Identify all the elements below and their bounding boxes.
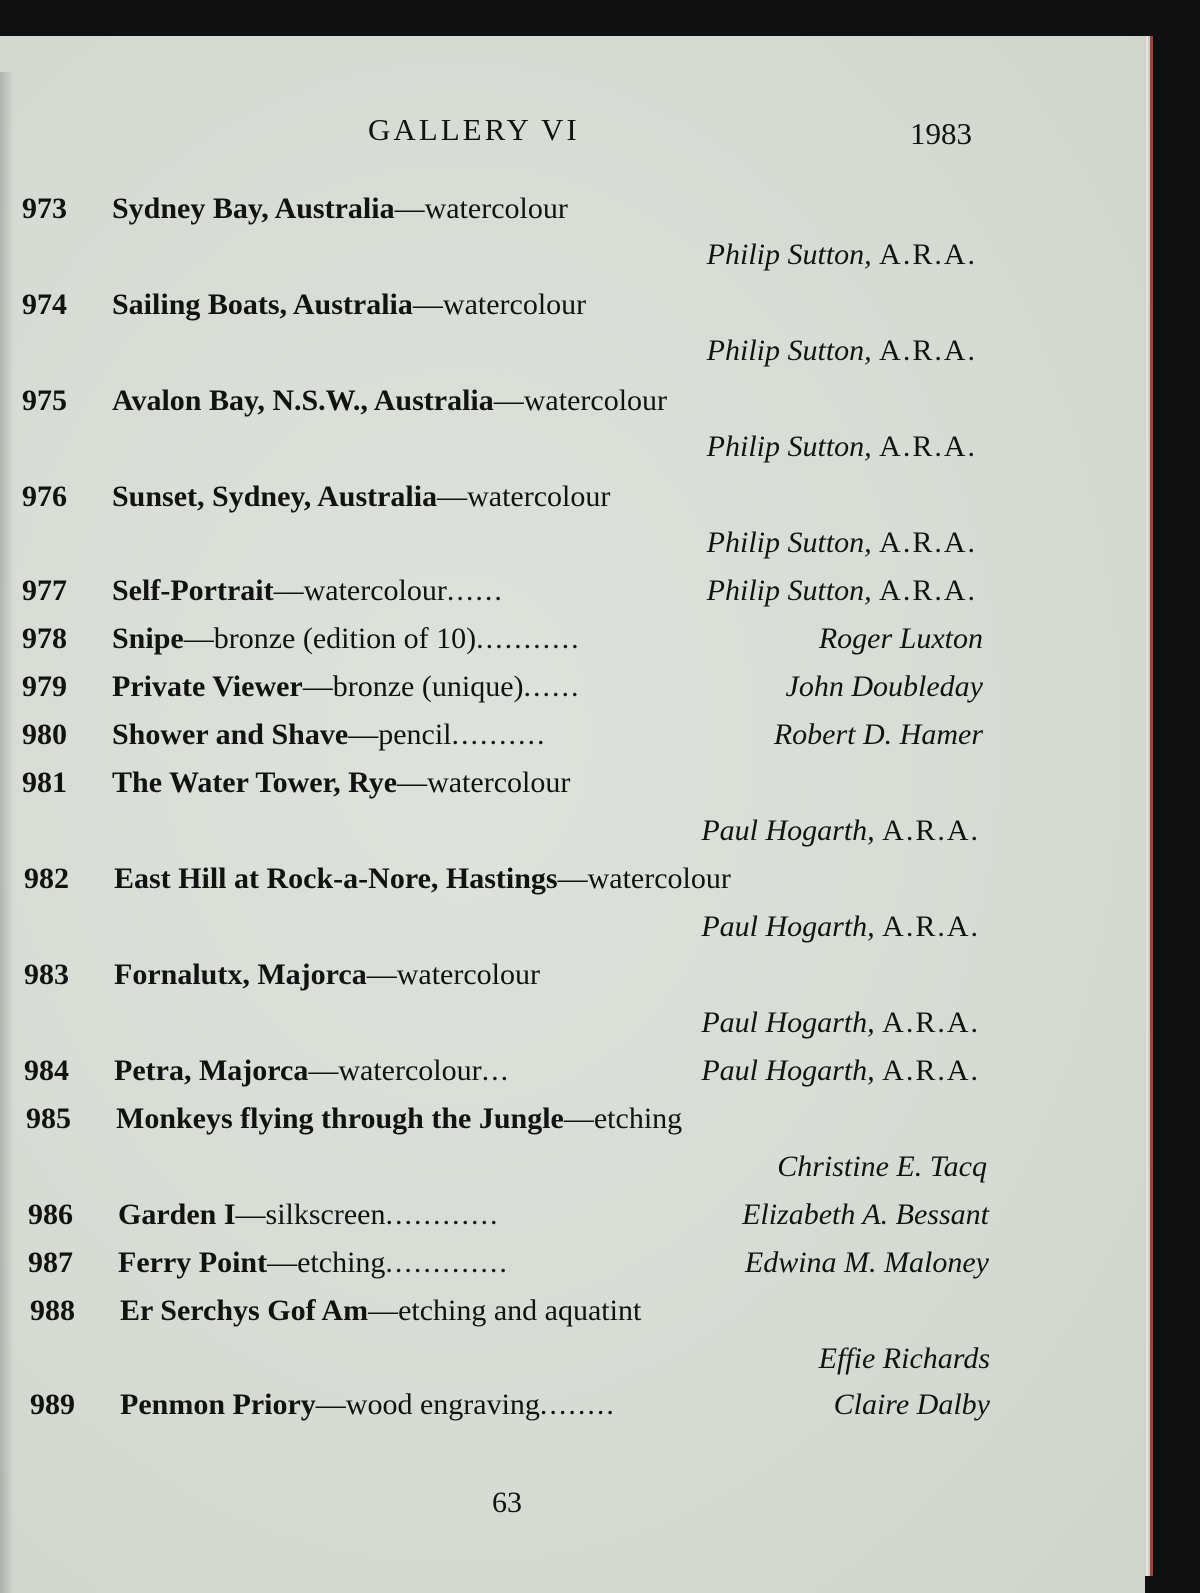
entry-honour: A.R.A. [882, 1054, 980, 1087]
catalogue-page [0, 36, 1145, 1593]
entry-artist: Paul Hogarth, [701, 814, 875, 847]
entry-artist: John Doubleday [785, 670, 983, 703]
entry-artist-line [701, 904, 980, 950]
entry-medium: —watercolour [412, 288, 587, 321]
entry-description [114, 1048, 510, 1094]
entry-title: The Water Tower, Rye [112, 766, 398, 799]
entry-medium: —watercolour [493, 384, 668, 417]
gallery-title: GALLERY VI [368, 112, 580, 147]
entry-number: 981 [22, 766, 67, 799]
entry-description [112, 378, 667, 424]
entry-medium: —bronze (unique) [302, 670, 524, 703]
entry-artist: Philip Sutton, [706, 334, 872, 367]
entry-honour: A.R.A. [879, 526, 977, 559]
entry-honour: A.R.A. [879, 334, 977, 367]
entry-medium: —watercolour [273, 574, 447, 607]
dot-leader: ........ [539, 1388, 616, 1421]
entry-title: Snipe [112, 622, 184, 655]
entry-description [112, 712, 547, 758]
entry-title: Shower and Shave [112, 718, 349, 751]
entry-medium: —etching [563, 1102, 683, 1135]
entry-artist-line [707, 568, 977, 614]
entry-artist: Claire Dalby [833, 1388, 990, 1421]
entry-artist: Elizabeth A. Bessant [742, 1198, 989, 1231]
page-number: 63 [492, 1486, 522, 1519]
entry-artist: Philip Sutton, [706, 574, 872, 607]
entry-description [118, 1240, 509, 1286]
entry-title: Fornalutx, Majorca [114, 958, 367, 991]
entry-medium: —etching and aquatint [368, 1294, 642, 1327]
entry-title: Private Viewer [112, 670, 303, 703]
entry-artist: Paul Hogarth, [701, 1054, 875, 1087]
entry-artist-line [774, 712, 983, 758]
entry-description [118, 1192, 499, 1238]
dot-leader: ........... [476, 622, 581, 655]
dot-leader: ...... [446, 574, 504, 607]
entry-title: Monkeys flying through the Jungle [116, 1102, 564, 1135]
entry-number: 979 [22, 670, 67, 703]
entry-honour: A.R.A. [879, 430, 977, 463]
entry-description [112, 474, 610, 520]
entry-number: 974 [22, 288, 67, 321]
catalogue-entry [30, 1288, 1010, 1334]
entry-artist: Paul Hogarth, [701, 910, 875, 943]
entry-medium: —wood engraving [315, 1388, 540, 1421]
entry-number: 988 [30, 1294, 75, 1327]
entry-title: Avalon Bay, N.S.W., Australia [112, 384, 494, 417]
entry-medium: —watercolour [397, 766, 571, 799]
entry-artist-line [707, 328, 977, 374]
entry-artist-line [701, 1000, 980, 1046]
entry-artist: Philip Sutton, [706, 430, 872, 463]
entry-description [112, 616, 581, 662]
entry-number: 980 [22, 718, 67, 751]
entry-honour: A.R.A. [882, 1006, 980, 1039]
catalogue-entry [22, 282, 1002, 328]
entry-artist-line [707, 232, 977, 278]
dot-leader: ... [481, 1054, 511, 1087]
entry-artist: Christine E. Tacq [777, 1150, 987, 1183]
dot-leader: ............. [385, 1246, 509, 1279]
catalogue-entry [22, 378, 1002, 424]
running-header [0, 112, 1000, 152]
entry-description [112, 760, 570, 806]
entry-artist: Philip Sutton, [706, 526, 872, 559]
entry-medium: —watercolour [394, 192, 568, 225]
entry-description [120, 1382, 616, 1428]
entry-artist-line [707, 520, 977, 566]
catalogue-entry [24, 952, 1004, 998]
entry-title: East Hill at Rock-a-Nore, Hastings [114, 862, 558, 895]
entry-description [112, 282, 586, 328]
entry-honour: A.R.A. [879, 574, 977, 607]
entry-number: 983 [24, 958, 69, 991]
entry-honour: A.R.A. [882, 910, 980, 943]
catalogue-entry [24, 856, 1004, 902]
entry-title: Penmon Priory [120, 1388, 316, 1421]
catalogue-year: 1983 [910, 116, 972, 151]
dot-leader: ............ [385, 1198, 500, 1231]
entry-description [112, 568, 504, 614]
entry-medium: —watercolour [557, 862, 731, 895]
entry-title: Sunset, Sydney, Australia [112, 480, 438, 513]
catalogue-entry [22, 474, 1002, 520]
entry-honour: A.R.A. [882, 814, 980, 847]
entry-artist-line [742, 1192, 989, 1238]
catalogue-entry [22, 186, 1002, 232]
dot-leader: .......... [451, 718, 547, 751]
entry-medium: —bronze (edition of 10) [183, 622, 477, 655]
entry-number: 978 [22, 622, 67, 655]
entry-description [114, 856, 731, 902]
entry-title: Petra, Majorca [114, 1054, 309, 1087]
entry-number: 973 [22, 192, 67, 225]
entry-artist: Robert D. Hamer [773, 718, 983, 751]
entry-artist: Paul Hogarth, [701, 1006, 875, 1039]
entry-title: Er Serchys Gof Am [120, 1294, 369, 1327]
entry-medium: —watercolour [366, 958, 540, 991]
entry-description [112, 664, 581, 710]
entry-artist-line [819, 1336, 990, 1382]
catalogue-entry [26, 1096, 1006, 1142]
entry-number: 986 [28, 1198, 73, 1231]
entry-number: 989 [30, 1388, 75, 1421]
entry-title: Sydney Bay, Australia [112, 192, 395, 225]
entry-medium: —pencil [348, 718, 452, 751]
entry-medium: —watercolour [308, 1054, 482, 1087]
entry-artist-line [707, 424, 977, 470]
entry-number: 985 [26, 1102, 71, 1135]
entry-number: 984 [24, 1054, 69, 1087]
entry-artist: Edwina M. Maloney [744, 1246, 989, 1279]
entry-title: Self-Portrait [112, 574, 274, 607]
entry-artist: Philip Sutton, [706, 238, 872, 271]
entry-description [116, 1096, 682, 1142]
entry-title: Sailing Boats, Australia [112, 288, 413, 321]
entry-artist-line [701, 808, 980, 854]
dot-leader: ...... [523, 670, 581, 703]
entry-medium: —etching [267, 1246, 386, 1279]
spine-shadow [0, 72, 14, 1593]
entry-number: 975 [22, 384, 67, 417]
entry-artist: Effie Richards [818, 1342, 990, 1375]
entry-number: 976 [22, 480, 67, 513]
entry-number: 977 [22, 574, 67, 607]
entry-artist-line [701, 1048, 980, 1094]
entry-artist-line [819, 616, 983, 662]
entry-title: Ferry Point [118, 1246, 268, 1279]
entry-artist-line [834, 1382, 990, 1428]
entry-description [114, 952, 540, 998]
entry-artist-line [777, 1144, 987, 1190]
entry-title: Garden I [118, 1198, 236, 1231]
entry-description [112, 186, 568, 232]
entry-artist-line [786, 664, 983, 710]
entry-medium: —watercolour [437, 480, 611, 513]
entry-description [120, 1288, 641, 1334]
entry-number: 982 [24, 862, 69, 895]
catalogue-entry [22, 760, 1002, 806]
entry-artist-line [745, 1240, 989, 1286]
entry-honour: A.R.A. [879, 238, 977, 271]
entry-medium: —silkscreen [235, 1198, 386, 1231]
entry-number: 987 [28, 1246, 73, 1279]
entry-artist: Roger Luxton [818, 622, 983, 655]
